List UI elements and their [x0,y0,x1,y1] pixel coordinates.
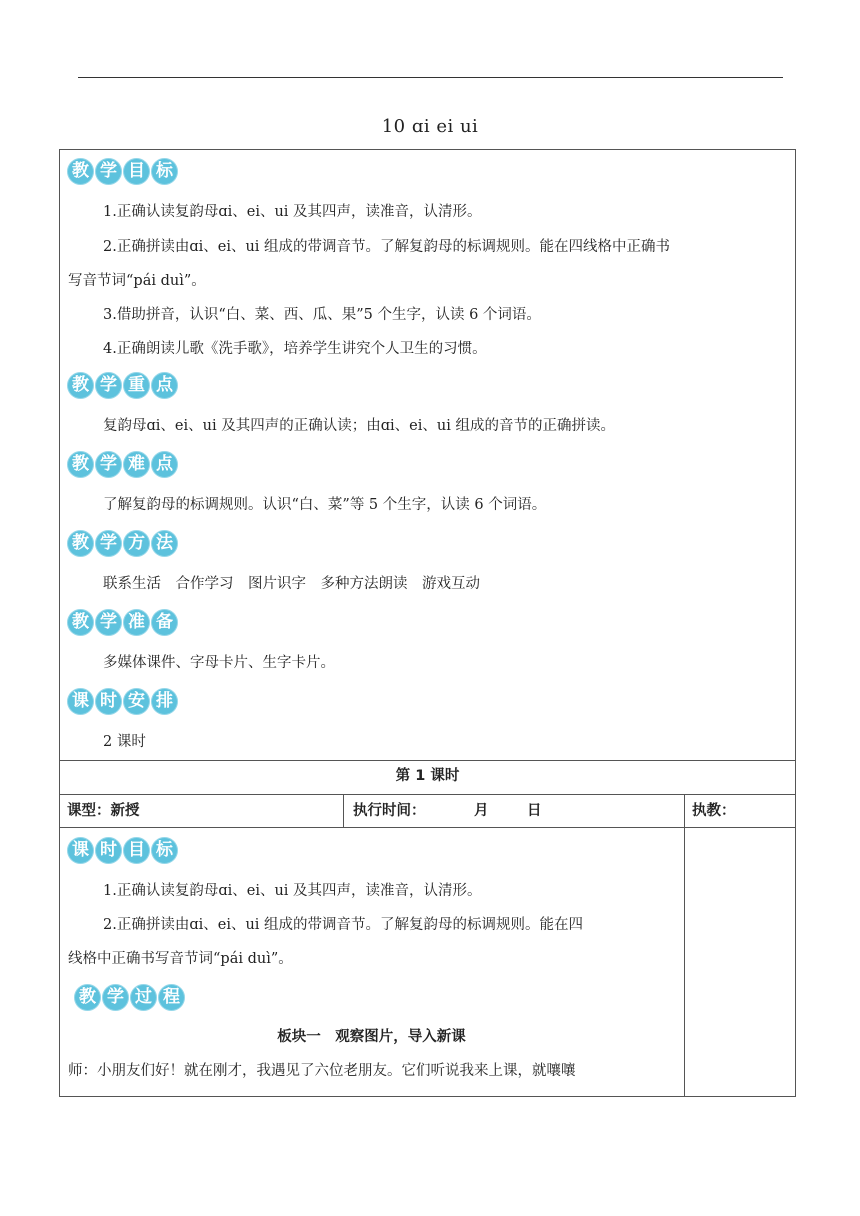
process-badge: 教 学 过 程 [74,984,185,1011]
row-divider [59,794,796,795]
process-opening-text: 师：小朋友们好！就在刚才，我遇见了六位老朋友。它们听说我来上课，就嚷嚷 [68,1063,576,1079]
page-title: 10 ɑi ei ui [381,116,479,137]
schedule-badge: 课 时 安 排 [67,688,178,715]
methods-text: 联系生活 合作学习 图片识字 多种方法朗读 游戏互动 [103,576,480,592]
execution-time-label: 执行时间： [353,803,426,819]
lesson-objectives-badge: 课 时 目 标 [67,837,178,864]
row-divider [59,760,796,761]
month-label: 月 [474,803,489,819]
row-divider [59,827,796,828]
objective-item-continuation: 写音节词“pái duì”。 [68,273,206,289]
preparation-text: 多媒体课件、字母卡片、生字卡片。 [103,655,335,671]
difficulties-badge: 教 学 难 点 [67,451,178,478]
methods-badge: 教 学 方 法 [67,530,178,557]
lesson-objective-item: 2.正确拼读由ɑi、ei、ui 组成的带调音节。了解复韵母的标调规则。能在四 [103,917,584,933]
preparation-badge: 教 学 准 备 [67,609,178,636]
objective-item: 3.借助拼音，认识“白、菜、西、瓜、果”5 个生字，认读 6 个词语。 [103,307,541,323]
col-divider [343,794,344,827]
objectives-badge: 教 学 目 标 [67,158,178,185]
teacher-label: 执教： [692,803,736,819]
key-points-badge: 教 学 重 点 [67,372,178,399]
difficulties-text: 了解复韵母的标调规则。认识“白、菜”等 5 个生字，认读 6 个词语。 [103,497,547,513]
col-divider [684,794,685,1097]
objective-item: 2.正确拼读由ɑi、ei、ui 组成的带调音节。了解复韵母的标调规则。能在四线格中正确书 [103,239,671,255]
block-title: 板块一 观察图片，导入新课 [277,1029,466,1045]
lesson-type: 课型：新授 [67,803,140,819]
header-rule [78,77,783,78]
key-points-text: 复韵母ɑi、ei、ui 及其四声的正确认读；由ɑi、ei、ui 组成的音节的正确拼读。 [103,418,615,434]
day-label: 日 [527,803,542,819]
objective-item: 4.正确朗读儿歌《洗手歌》，培养学生讲究个人卫生的习惯。 [103,341,487,357]
lesson-objective-item: 1.正确认读复韵母ɑi、ei、ui 及其四声，读准音，认清形。 [103,883,482,899]
lesson-heading: 第 1 课时 [395,768,460,784]
lesson-objective-continuation: 线格中正确书写音节词“pái duì”。 [68,951,293,967]
objective-item: 1.正确认读复韵母ɑi、ei、ui 及其四声，读准音，认清形。 [103,204,482,220]
schedule-text: 2 课时 [103,734,146,750]
